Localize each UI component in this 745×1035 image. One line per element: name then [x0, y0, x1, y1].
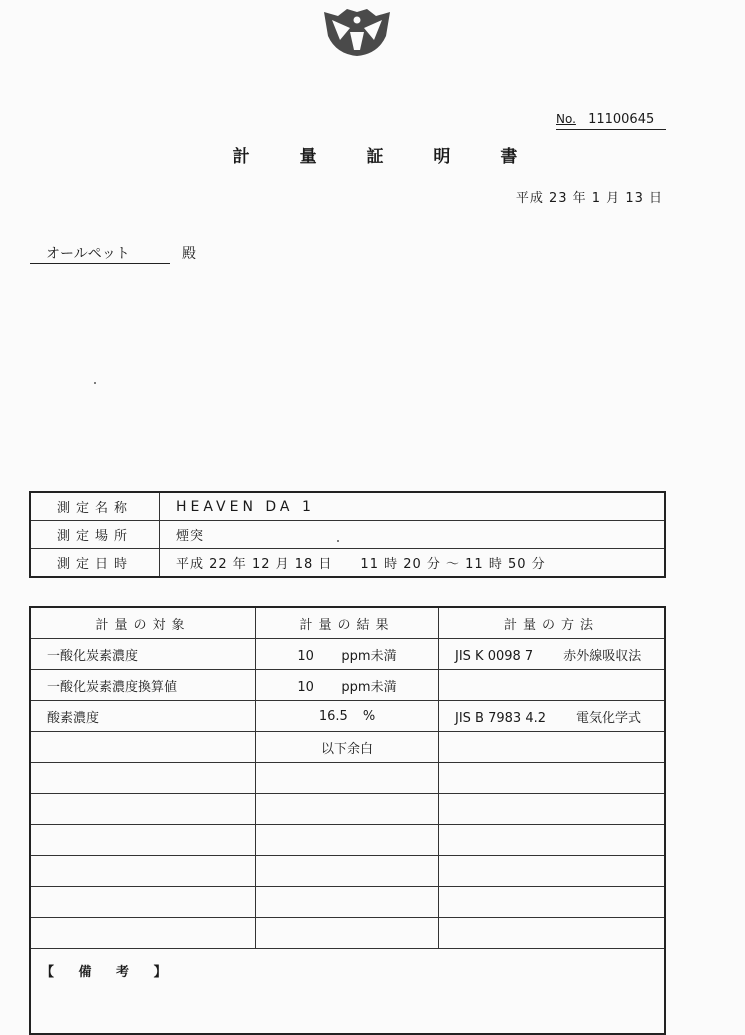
- empty-cell: [256, 856, 439, 887]
- info-value: 煙突: [160, 521, 666, 549]
- result-unit: %: [362, 708, 376, 724]
- result-value: 10: [297, 648, 314, 664]
- table-row: [30, 732, 665, 763]
- column-header: 計量の結果: [256, 607, 439, 639]
- title-char: 明: [433, 147, 451, 167]
- empty-cell: [256, 825, 439, 856]
- table-row: [30, 549, 665, 578]
- method-detail: 赤外線吸収法: [563, 648, 642, 664]
- method-standard: JIS K 0098 7: [455, 648, 534, 664]
- empty-cell: [439, 763, 666, 794]
- end-note: 以下余白: [256, 732, 439, 763]
- table-row: [30, 492, 665, 521]
- empty-cell: [439, 825, 666, 856]
- recipient-honorific: 殿: [182, 246, 196, 262]
- table-header-row: [30, 607, 665, 639]
- method-detail: 電気化学式: [576, 710, 642, 726]
- result-value: 10: [297, 679, 314, 695]
- issue-date: 平成 23 年 1 月 13 日: [515, 191, 663, 206]
- empty-cell: [30, 825, 256, 856]
- empty-cell: [439, 856, 666, 887]
- recipient: [30, 243, 210, 264]
- table-row: [30, 670, 665, 701]
- table-row: [30, 856, 665, 887]
- table-row: [30, 763, 665, 794]
- table-row: [30, 701, 665, 732]
- empty-cell: [439, 918, 666, 949]
- table-row: [30, 639, 665, 670]
- empty-cell: [439, 732, 666, 763]
- recipient-name: オールペット: [30, 243, 170, 264]
- remarks-row: [30, 949, 665, 1035]
- page-title: [0, 142, 700, 167]
- empty-cell: [30, 918, 256, 949]
- table-row: [30, 825, 665, 856]
- empty-cell: [439, 887, 666, 918]
- empty-cell: [30, 856, 256, 887]
- result-cell: [256, 701, 439, 732]
- empty-cell: [256, 918, 439, 949]
- measurement-results-table: [29, 606, 666, 1035]
- method-cell: [439, 701, 666, 732]
- document-number-label: No.: [556, 112, 576, 126]
- result-cell: [256, 670, 439, 701]
- info-label: 測定日時: [30, 549, 160, 578]
- info-value: HEAVEN DA 1: [160, 492, 666, 521]
- remarks-label: 【 備 考 】: [30, 949, 665, 1035]
- table-row: [30, 887, 665, 918]
- result-value: 16.5: [318, 708, 348, 724]
- empty-cell: [30, 794, 256, 825]
- table-row: [30, 521, 665, 549]
- result-unit: ppm未満: [341, 679, 397, 695]
- info-label: 測定名称: [30, 492, 160, 521]
- scan-speck: [94, 382, 96, 384]
- empty-cell: [30, 732, 256, 763]
- measurement-info-table: [29, 491, 666, 578]
- empty-cell: [256, 763, 439, 794]
- method-standard: JIS B 7983 4.2: [455, 710, 546, 726]
- title-char: 計: [232, 147, 250, 167]
- target-cell: 酸素濃度: [30, 701, 256, 732]
- document-number: [556, 112, 666, 130]
- column-header: 計量の方法: [439, 607, 666, 639]
- table-row: [30, 794, 665, 825]
- empty-cell: [30, 763, 256, 794]
- target-cell: 一酸化炭素濃度: [30, 639, 256, 670]
- title-char: 書: [500, 147, 518, 167]
- title-char: 量: [299, 147, 317, 167]
- column-header: 計量の対象: [30, 607, 256, 639]
- empty-cell: [256, 887, 439, 918]
- info-label: 測定場所: [30, 521, 160, 549]
- method-cell: [439, 639, 666, 670]
- document-number-value: 11100645: [588, 112, 655, 127]
- empty-cell: [256, 794, 439, 825]
- method-cell: [439, 670, 666, 701]
- result-cell: [256, 639, 439, 670]
- emblem-logo-icon: [320, 6, 394, 58]
- info-value: 平成 22 年 12 月 18 日 11 時 20 分 ～ 11 時 50 分: [160, 549, 666, 578]
- empty-cell: [439, 794, 666, 825]
- result-unit: ppm未満: [341, 648, 397, 664]
- empty-cell: [30, 887, 256, 918]
- title-char: 証: [366, 147, 384, 167]
- target-cell: 一酸化炭素濃度換算値: [30, 670, 256, 701]
- table-row: [30, 918, 665, 949]
